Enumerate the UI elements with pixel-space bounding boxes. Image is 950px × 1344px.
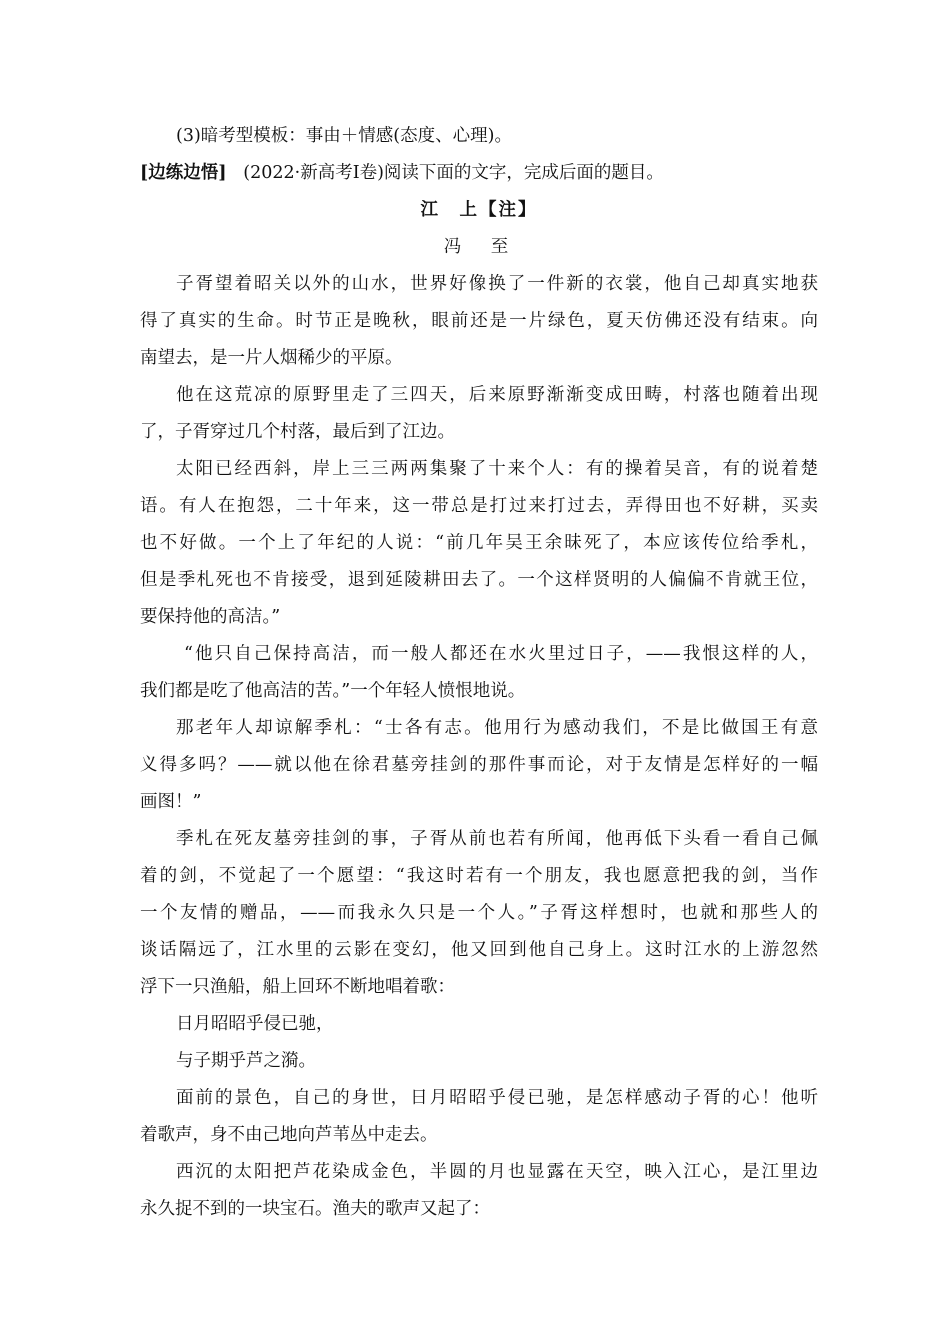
practice-tag: [边练边悟]: [140, 163, 227, 183]
text-line: 义得多吗？——就以他在徐君墓旁挂剑的那件事而论，对于友情是怎样好的一幅: [140, 755, 818, 775]
article-title: 江 上【注】: [420, 200, 538, 220]
text-line: 语。有人在抱怨，二十年来，这一带总是打过来打过去，弄得田也不好耕，买卖: [140, 496, 818, 516]
document-page: [140, 118, 818, 1228]
text-line: 着的剑，不觉起了一个愿望：“我这时若有一个朋友，我也愿意把我的剑，当作: [140, 866, 818, 886]
article-author: 冯 至: [443, 237, 515, 257]
text-line: 太阳已经西斜，岸上三三两两集聚了十来个人：有的操着吴音，有的说着楚: [176, 459, 818, 479]
practice-header: [140, 155, 818, 192]
text-line: 那老年人却谅解季札：“士各有志。他用行为感动我们，不是比做国王有意: [176, 718, 818, 738]
practice-instruction: (2022·新高考Ⅰ卷)阅读下面的文字，完成后面的题目。: [243, 163, 664, 183]
poem-line: 日月昭昭乎侵已驰，: [176, 1014, 334, 1034]
template-line: (3)暗考型模板：事由＋情感(态度、心理)。: [176, 126, 512, 146]
text-line: 他在这荒凉的原野里走了三四天，后来原野渐渐变成田畴，村落也随着出现: [176, 385, 818, 405]
text-line: 谈话隔远了，江水里的云影在变幻，他又回到他自己身上。这时江水的上游忽然: [140, 940, 818, 960]
text-line: 也不好做。一个上了年纪的人说：“前几年吴王余昧死了，本应该传位给季札，: [140, 533, 818, 553]
text-line: 浮下一只渔船，船上回环不断地唱着歌：: [140, 977, 455, 997]
text-line: 要保持他的高洁。”: [140, 607, 281, 627]
article-body: [140, 266, 818, 1228]
text-line: 面前的景色，自己的身世，日月昭昭乎侵已驰，是怎样感动子胥的心！他听: [176, 1088, 818, 1108]
text-line: 了，子胥穿过几个村落，最后到了江边。: [140, 422, 455, 442]
text-line: 永久捉不到的一块宝石。渔夫的歌声又起了：: [140, 1199, 490, 1219]
text-line: 子胥望着昭关以外的山水，世界好像换了一件新的衣裳，他自己却真实地获: [176, 274, 818, 294]
text-line: “他只自己保持高洁，而一般人都还在水火里过日子，——我恨这样的人，: [184, 644, 818, 664]
text-line: 西沉的太阳把芦花染成金色，半圆的月也显露在天空，映入江心，是江里边: [176, 1162, 818, 1182]
text-line: 得了真实的生命。时节正是晚秋，眼前还是一片绿色，夏天仿佛还没有结束。向: [140, 311, 818, 331]
text-line: 画图！”: [140, 792, 202, 812]
text-line: 着歌声，身不由己地向芦苇丛中走去。: [140, 1125, 438, 1145]
text-line: 但是季札死也不肯接受，退到延陵耕田去了。一个这样贤明的人偏偏不肯就王位，: [140, 570, 818, 590]
text-line: 一个友情的赠品，——而我永久只是一个人。”子胥这样想时，也就和那些人的: [140, 903, 818, 923]
poem-line: 与子期乎芦之漪。: [176, 1051, 316, 1071]
text-line: 季札在死友墓旁挂剑的事，子胥从前也若有所闻，他再低下头看一看自己佩: [176, 829, 818, 849]
text-line: 南望去，是一片人烟稀少的平原。: [140, 348, 403, 368]
text-line: 我们都是吃了他高洁的苦。”一个年轻人愤恨地说。: [140, 681, 526, 701]
